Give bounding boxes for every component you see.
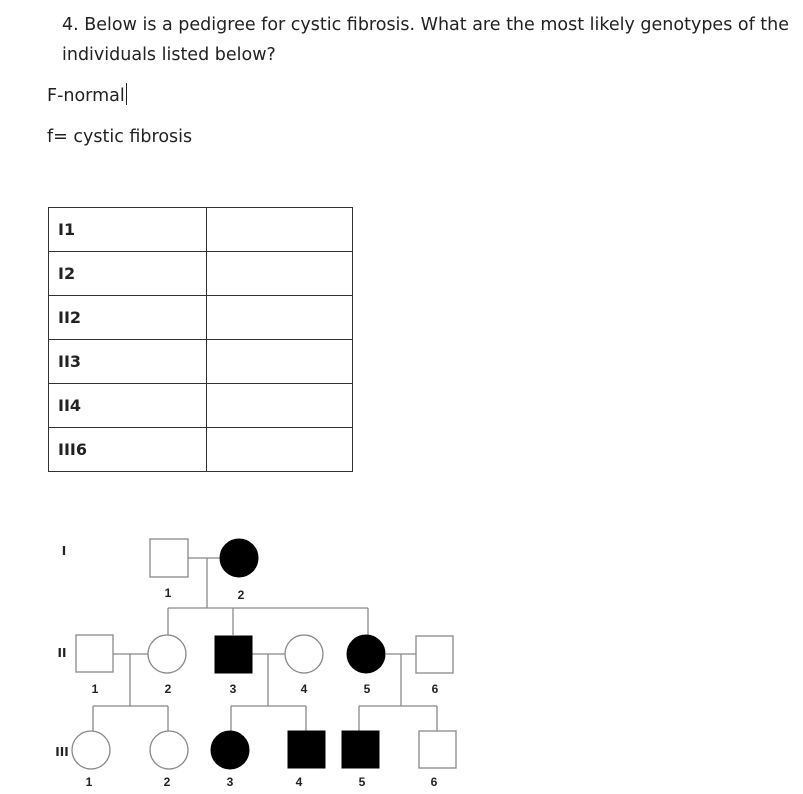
genotype-answer-cell[interactable]: [207, 208, 353, 252]
individual-number: 2: [163, 775, 171, 789]
legend-normal[interactable]: [47, 83, 127, 108]
question-text: 4. Below is a pedigree for cystic fibrosis. What are the most likely genotypes of the individuals listed below?: [62, 15, 790, 65]
individual-III5-affected-male: [342, 731, 379, 768]
individual-III2-unaffected-female: [150, 731, 188, 769]
individual-number: 2: [237, 588, 245, 602]
individual-number: 4: [295, 775, 303, 789]
individual-II1-unaffected-male: [76, 635, 113, 672]
individual-II3-affected-male: [215, 636, 252, 673]
individual-number: 3: [229, 682, 237, 696]
individual-II4-unaffected-female: [285, 635, 323, 673]
individual-number: 6: [430, 775, 438, 789]
individual-label: I2: [49, 252, 207, 296]
generation-label: I: [61, 544, 67, 558]
table-row: [49, 384, 353, 428]
genotype-answer-cell[interactable]: [207, 384, 353, 428]
genotype-answer-cell[interactable]: [207, 340, 353, 384]
table-row: [49, 208, 353, 252]
individual-number: 1: [91, 682, 99, 696]
individual-III6-unaffected-male: [419, 731, 456, 768]
individual-number: 3: [226, 775, 234, 789]
individual-number: 5: [358, 775, 366, 789]
individual-number: 5: [363, 682, 371, 696]
individual-label: III6: [49, 428, 207, 472]
individual-II2-unaffected-female: [148, 635, 186, 673]
individual-number: 2: [164, 682, 172, 696]
table-row: [49, 428, 353, 472]
table-row: [49, 252, 353, 296]
individual-III1-unaffected-female: [72, 731, 110, 769]
individual-III4-affected-male: [288, 731, 325, 768]
legend-cystic-fibrosis: f= cystic fibrosis: [47, 127, 193, 147]
text-cursor: [126, 83, 127, 105]
individual-label: II3: [49, 340, 207, 384]
generation-label: III: [55, 745, 69, 759]
pedigree-chart: [0, 500, 803, 794]
legend-normal-text: F-normal: [47, 86, 125, 106]
individual-number: 1: [164, 586, 172, 600]
individual-label: II2: [49, 296, 207, 340]
table-row: [49, 296, 353, 340]
table-row: [49, 340, 353, 384]
genotype-answer-cell[interactable]: [207, 296, 353, 340]
individual-label: II4: [49, 384, 207, 428]
individual-I1-unaffected-male: [150, 539, 188, 577]
genotype-answer-cell[interactable]: [207, 252, 353, 296]
generation-label: II: [57, 646, 67, 660]
individual-III3-affected-female: [211, 731, 249, 769]
individual-II6-unaffected-male: [416, 636, 453, 673]
individual-II5-affected-female: [347, 635, 385, 673]
individual-number: 1: [85, 775, 93, 789]
genotype-answer-cell[interactable]: [207, 428, 353, 472]
genotype-table: [48, 207, 353, 472]
individual-I2-affected-female: [220, 539, 258, 577]
individual-number: 6: [431, 682, 439, 696]
individual-number: 4: [300, 682, 308, 696]
pedigree-lines: [93, 558, 437, 731]
individual-label: I1: [49, 208, 207, 252]
